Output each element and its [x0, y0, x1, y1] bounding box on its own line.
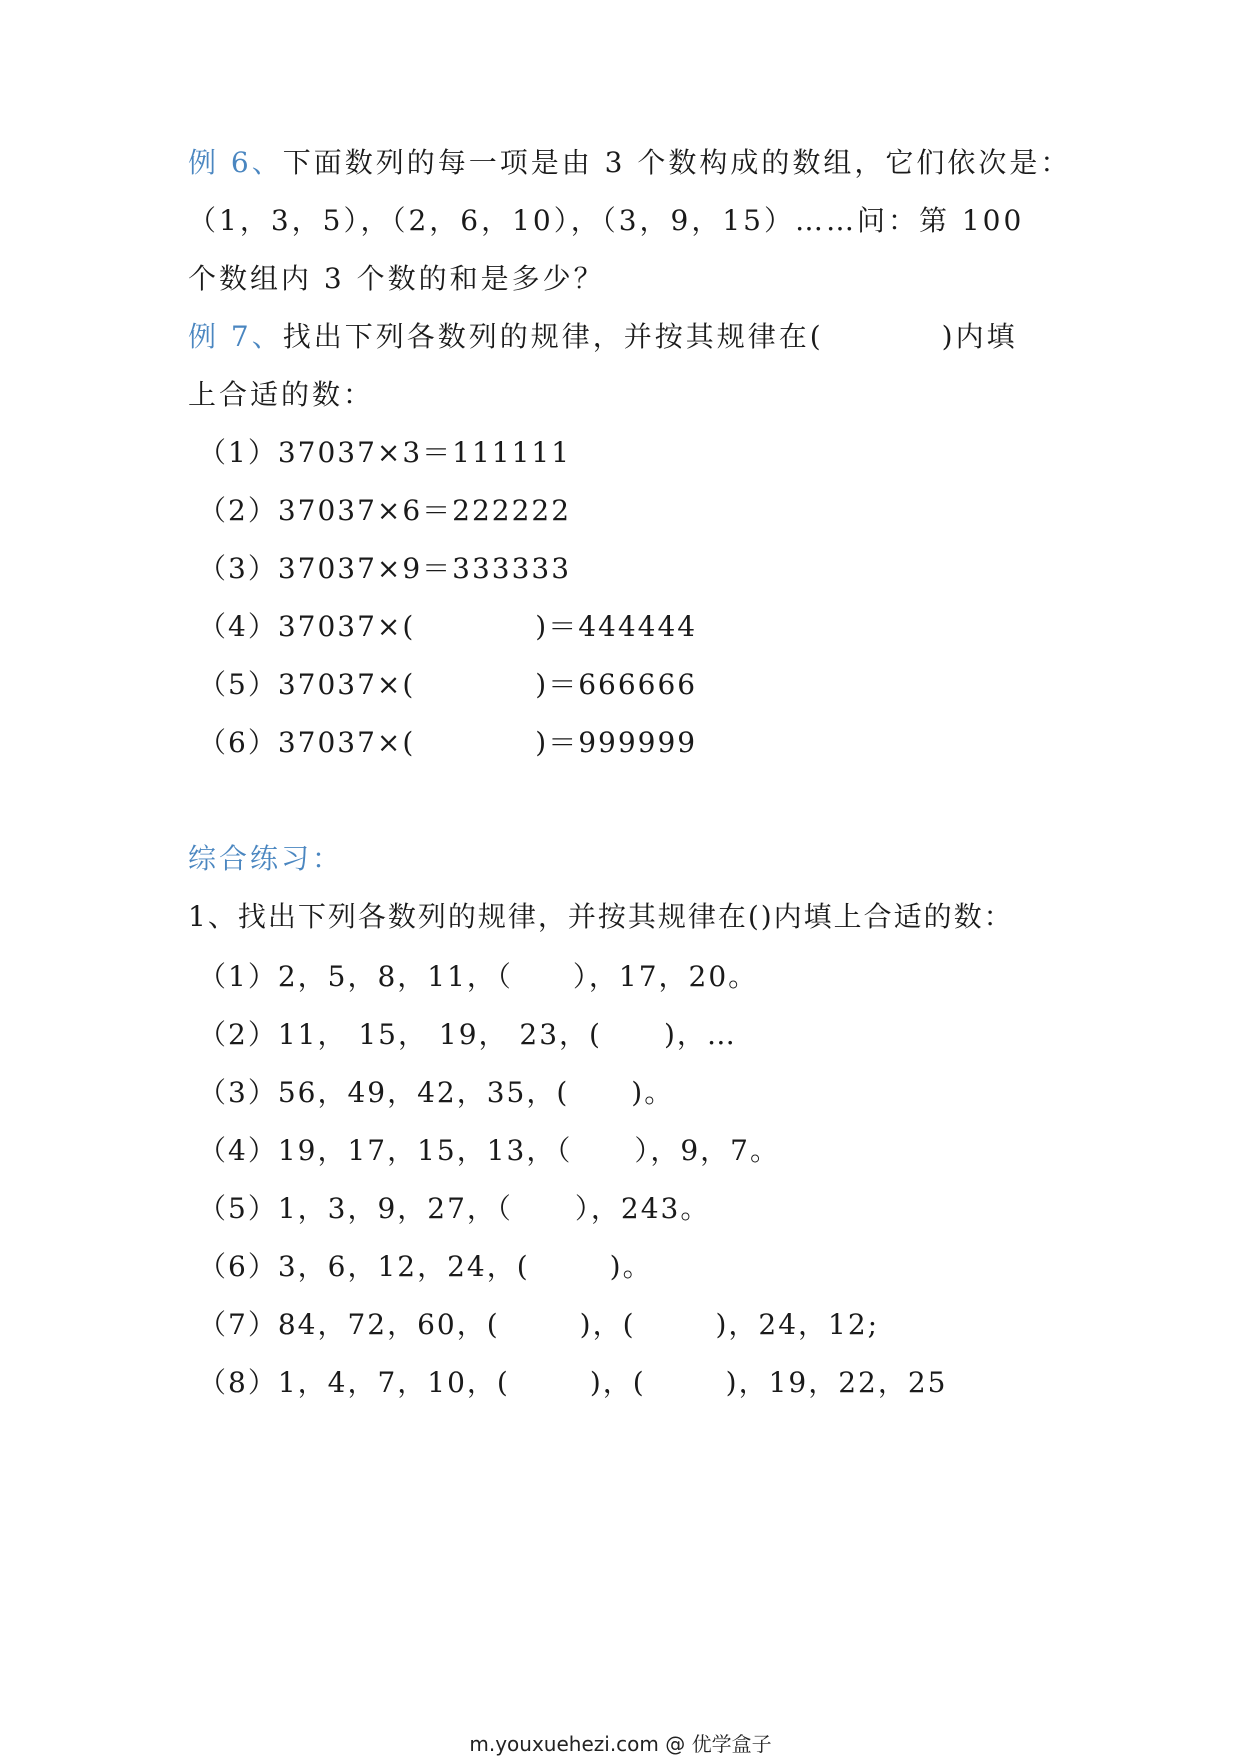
- footer-watermark[interactable]: m.youxuehezi.com @ 优学盒子: [469, 1732, 772, 1756]
- practice-item-1: （1）2，5，8，11，（ ），17，20。: [198, 960, 759, 993]
- practice-item-3: （3）56，49，42，35，( )。: [198, 1076, 675, 1109]
- example7-item-5: （5）37037×( )＝666666: [198, 668, 698, 701]
- example7-line1: 例 7、找出下列各数列的规律，并按其规律在( )内填: [188, 320, 1018, 353]
- example7-item-4: （4）37037×( )＝444444: [198, 610, 698, 643]
- example7-item-3: （3）37037×9＝333333: [198, 552, 572, 585]
- example7-item-2: （2）37037×6＝222222: [198, 494, 572, 527]
- practice-heading: 综合练习：: [188, 842, 344, 875]
- example6-line1: 例 6、下面数列的每一项是由 3 个数构成的数组，它们依次是：: [188, 146, 1072, 179]
- example7-item-6: （6）37037×( )＝999999: [198, 726, 698, 759]
- example7-item-1: （1）37037×3＝111111: [198, 436, 572, 469]
- example6-label: 例 6、: [188, 146, 283, 179]
- example6-line2: （1，3，5），（2，6，10），（3，9，15）……问：第 100: [188, 204, 1025, 237]
- practice-item-5: （5）1，3，9，27，（ ），243。: [198, 1192, 711, 1225]
- practice-item-4: （4）19，17，15，13，（ ），9，7。: [198, 1134, 780, 1167]
- practice-item-7: （7）84，72，60，( )，( )，24，12;: [198, 1308, 880, 1341]
- example7-label: 例 7、: [188, 320, 283, 353]
- practice-question-1: 1、找出下列各数列的规律，并按其规律在()内填上合适的数：: [188, 900, 1014, 933]
- example6-line3: 个数组内 3 个数的和是多少？: [188, 262, 605, 295]
- practice-item-8: （8）1，4，7，10，( )，( )，19，22，25: [198, 1366, 948, 1399]
- practice-item-2: （2）11， 15， 19， 23，( )，…: [198, 1018, 737, 1051]
- example7-line2: 上合适的数：: [188, 378, 375, 411]
- practice-item-6: （6）3，6，12，24，( )。: [198, 1250, 653, 1283]
